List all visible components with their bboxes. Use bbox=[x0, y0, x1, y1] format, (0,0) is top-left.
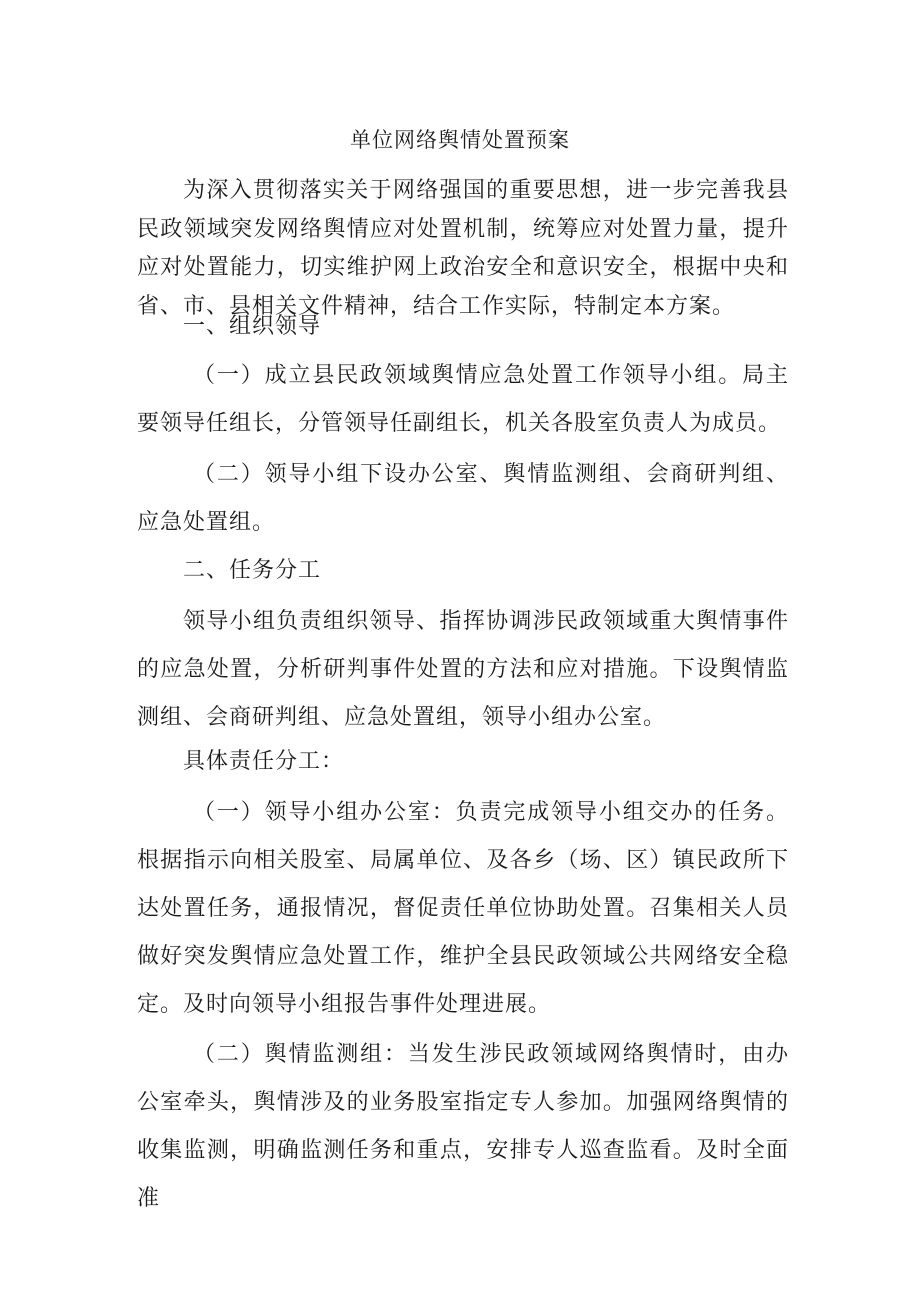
section-2-heading: 二、任务分工 bbox=[183, 558, 322, 583]
intro-paragraph: 为深入贯彻落实关于网络强国的重要思想，进一步完善我县民政领域突发网络舆情应对处置机制，统筹应对处置力量，提升应对处置能力，切实维护网上政治安全和意识安全，根据中央和省、市、县相关文件精神，结合工作实际，特制定本方案。 bbox=[137, 178, 789, 319]
section-2-item-2: （二）舆情监测组：当发生涉民政领域网络舆情时，由办公室牵头，舆情涉及的业务股室指定专人参加。加强网络舆情的收集监测，明确监测任务和重点，安排专人巡查监看。及时全面准 bbox=[137, 1042, 789, 1211]
section-2-subheading: 具体责任分工： bbox=[183, 749, 345, 774]
section-2-body: 领导小组负责组织领导、指挥协调涉民政领域重大舆情事件的应急处置，分析研判事件处置的方法和应对措施。下设舆情监测组、会商研判组、应急处置组，领导小组办公室。 bbox=[137, 609, 789, 730]
section-2-item-1: （一）领导小组办公室：负责完成领导小组交办的任务。根据指示向相关股室、局属单位、及各乡（场、区）镇民政所下达处置任务，通报情况，督促责任单位协助处置。召集相关人员做好突发舆情应急处置工作，维护全县民政领域公共网络安全稳定。及时向领导小组报告事件处理进展。 bbox=[137, 800, 789, 1017]
section-1-item-2: （二）领导小组下设办公室、舆情监测组、会商研判组、应急处置组。 bbox=[137, 462, 789, 535]
section-1-item-1: （一）成立县民政领域舆情应急处置工作领导小组。局主要领导任组长，分管领导任副组长，机关各股室负责人为成员。 bbox=[137, 363, 789, 436]
document-title: 单位网络舆情处置预案 bbox=[350, 128, 570, 152]
section-1-heading: 一、组织领导 bbox=[183, 314, 322, 339]
